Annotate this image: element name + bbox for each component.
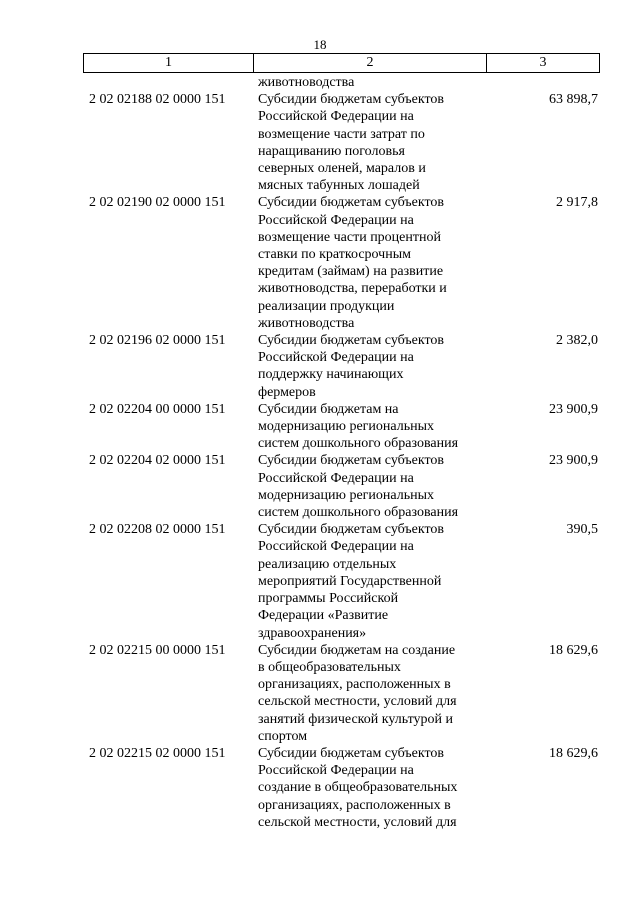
header-col-3: 3 [539,55,547,70]
description-line: Субсидии бюджетам субъектов [258,333,445,349]
header-col-2: 2 [254,54,487,72]
description-line: кредитам (займам) на развитие [258,264,444,280]
row-description [258,452,483,521]
row-description [258,332,483,401]
amount-value: 63 898,7 [549,92,598,108]
description-line: Российской Федерации на [258,470,414,486]
amount-value: 18 629,6 [549,745,598,761]
description-line: Субсидии бюджетам на создание [258,642,456,658]
description-line: в общеобразовательных [258,659,401,675]
description-line: занятий физической культурой и [258,711,454,727]
amount-value: 2 382,0 [556,333,598,349]
description-line: Субсидии бюджетам на [258,401,399,417]
description-line: Федерации «Развитие [258,608,389,624]
amount-value: 2 917,8 [556,195,598,211]
table-row [0,401,640,453]
table-row [0,74,640,91]
budget-code: 2 02 02188 02 0000 151 [89,92,226,108]
table-body [0,74,640,831]
description-line: Субсидии бюджетам субъектов [258,92,445,108]
description-line: животноводства [258,75,355,90]
row-description [258,194,483,332]
description-line: реализацию отдельных [258,556,397,572]
description-line: сельской местности, условий для [258,814,457,830]
description-line: наращиванию поголовья [258,143,405,159]
description-line: мясных табунных лошадей [258,178,420,194]
amount-value: 23 900,9 [549,453,598,469]
amount-value: 18 629,6 [549,642,598,658]
row-description [258,642,483,745]
description-line: Российской Федерации на [258,350,414,366]
description-line: фермеров [258,384,316,400]
description-line: Субсидии бюджетам субъектов [258,453,445,469]
header-col-1: 1 [84,54,254,72]
description-line: Субсидии бюджетам субъектов [258,745,445,761]
description-line: ставки по краткосрочным [258,247,411,263]
table-row [0,452,640,521]
amount-value: 23 900,9 [549,401,598,417]
description-line: модернизацию региональных [258,487,435,503]
table-row [0,642,640,745]
description-line: сельской местности, условий для [258,694,457,710]
description-line: Субсидии бюджетам субъектов [258,522,445,538]
budget-code: 2 02 02204 00 0000 151 [89,401,226,417]
table-row [0,194,640,332]
description-line: возмещение части затрат по [258,126,425,142]
row-description [258,745,483,831]
budget-code: 2 02 02215 02 0000 151 [89,745,226,761]
description-line: северных оленей, маралов и [258,161,426,177]
budget-code: 2 02 02208 02 0000 151 [89,522,226,538]
description-line: мероприятий Государственной [258,573,442,589]
table-row [0,91,640,194]
row-description [258,74,483,91]
row-description [258,91,483,194]
budget-code: 2 02 02190 02 0000 151 [89,195,226,211]
table-header [83,53,600,73]
description-line: возмещение части процентной [258,229,441,245]
table-row [0,745,640,831]
description-line: систем дошкольного образования [258,436,459,452]
description-line: Российской Федерации на [258,539,414,555]
page-number: 18 [313,37,327,52]
description-line: поддержку начинающих [258,367,404,383]
budget-code: 2 02 02215 00 0000 151 [89,642,226,658]
description-line: модернизацию региональных [258,419,435,435]
amount-value: 390,5 [566,522,598,538]
description-line: создание в общеобразовательных [258,780,458,796]
description-line: реализации продукции [258,298,395,314]
description-line: организациях, расположенных в [258,677,451,693]
description-line: Российской Федерации на [258,763,414,779]
table-row [0,332,640,401]
budget-code: 2 02 02204 02 0000 151 [89,453,226,469]
description-line: Субсидии бюджетам субъектов [258,195,445,211]
row-description [258,401,483,453]
description-line: программы Российской [258,591,399,607]
description-line: Российской Федерации на [258,109,414,125]
description-line: животноводства, переработки и [258,281,447,297]
description-line: спортом [258,728,308,744]
row-description [258,521,483,641]
description-line: систем дошкольного образования [258,505,459,521]
description-line: животноводства [258,315,355,331]
description-line: организациях, расположенных в [258,797,451,813]
description-line: Российской Федерации на [258,212,414,228]
description-line: здравоохранения» [258,625,367,641]
table-row [0,521,640,641]
budget-code: 2 02 02196 02 0000 151 [89,333,226,349]
